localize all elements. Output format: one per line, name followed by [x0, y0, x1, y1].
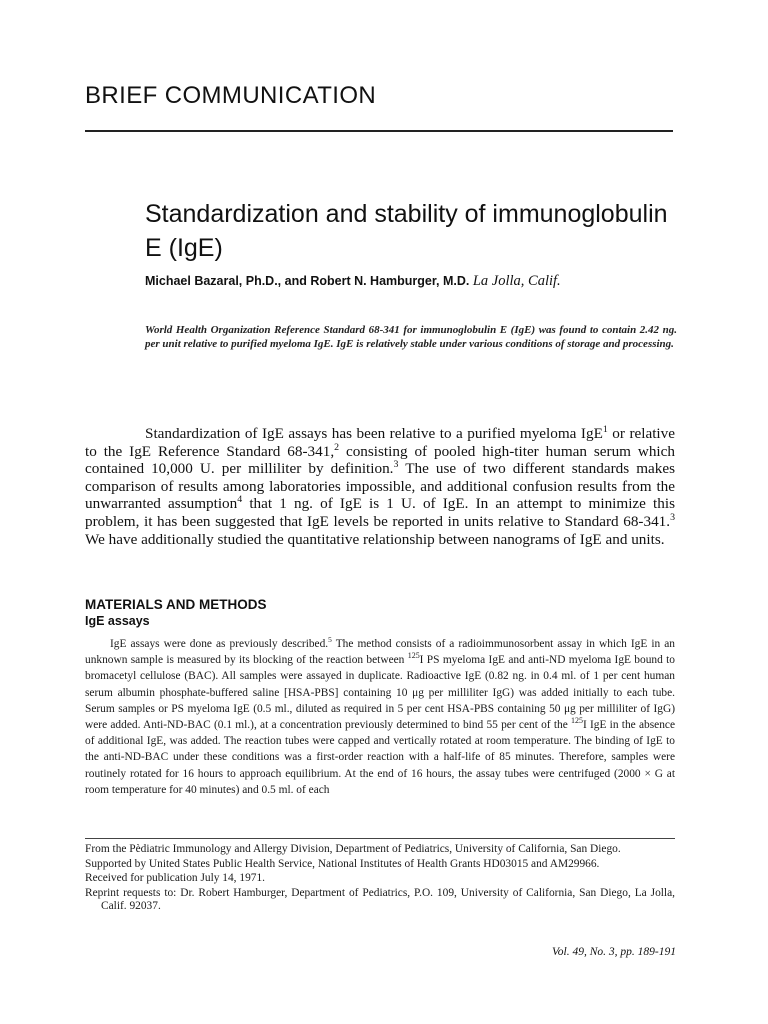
footnote-affiliation: From the Pèdiatric Immunology and Allergy Division, Department of Pediatrics, University of California, San Diego. [85, 843, 621, 855]
ige-assays-subheading: IgE assays [85, 614, 150, 628]
author-location: La Jolla, Calif. [472, 273, 561, 289]
author-line [145, 273, 705, 290]
footnote-received: Received for publication July 14, 1971. [85, 872, 265, 885]
footnote-reprints: Reprint requests to: Dr. Robert Hamburger, Department of Pediatrics, P.O. 109, University of California, San Diego, La Jolla, Calif. 92037. [85, 886, 675, 913]
intro-text-4: The use of two different standards makes comparison of results among laboratories impossible, and additional confusion results from the unwarranted assumption [85, 460, 675, 513]
methods-text-3: I PS myeloma IgE and anti-ND myeloma IgE bound to bromacetyl cellulose (BAC). All samples were assayed in duplicate. Radioactive IgE (0.82 ng. in 0.4 ml. of 1 per cent human serum albumin phosphate-buffered saline [HSA-PBS] containing 10 μg per milliliter IgG) was added initially to each tube. Serum samples or PS myeloma IgE (0.5 ml., diluted as required in 5 per cent HSA-PBS containing 50 μg per milliliter of IgG) were added. Anti-ND-BAC (0.1 ml.), at a concentration previously determined to bind 55 per cent of the [85, 654, 675, 732]
methods-paragraph [85, 636, 675, 830]
footnote-rule [85, 838, 675, 839]
article-title: Standardization and stability of immunoglobulin E (IgE) [145, 200, 668, 262]
abstract: World Health Organization Reference Standard 68-341 for immunoglobulin E (IgE) was found to contain 2.42 ng. per unit relative to purified myeloma IgE. IgE is relatively stable under various conditions of storage and processing. [145, 324, 677, 350]
intro-paragraph [85, 425, 675, 548]
footnotes [85, 843, 675, 915]
reference-marker: 5 [328, 636, 332, 645]
intro-text-3: consisting of pooled high-titer human serum which contained 10,000 U. per milliliter by definition. [85, 442, 675, 478]
reference-marker: 3 [393, 459, 399, 471]
footnote-funding: Supported by United States Public Health Service, National Institutes of Health Grants HD03015 and AM29966. [85, 857, 600, 870]
isotope-mass-number: 125 [571, 716, 583, 726]
isotope-mass-number: 125 [407, 651, 420, 661]
section-heading: BRIEF COMMUNICATION [85, 82, 377, 109]
reference-marker: 4 [237, 494, 243, 506]
methods-text-4: I IgE in the absence of additional IgE, was added. The reaction tubes were capped and vertically rotated at room temperature. The binding of IgE to the anti-ND-BAC under these conditions was a first-order reaction with a half-life of 85 minutes. Therefore, samples were routinely rotated for 16 hours to approach equilibrium. At the end of 16 hours, the assay tubes were centrifuged (2000 × G at room temperature for 40 minutes) and 0.5 ml. of each [85, 719, 675, 796]
methods-heading: MATERIALS AND METHODS [85, 597, 267, 612]
intro-text-2: or relative to the IgE Reference Standard 68-341, [85, 425, 675, 460]
methods-text-1: IgE assays were done as previously described. [110, 638, 329, 650]
journal-citation: Vol. 49, No. 3, pp. 189-191 [552, 946, 676, 958]
methods-text-2: The method consists of a radioimmunosorbent assay in which IgE in an unknown sample is measured by its blocking of the reaction between [85, 638, 675, 667]
authors: Michael Bazaral, Ph.D., and Robert N. Hamburger, M.D. [145, 274, 470, 288]
reference-marker: 3 [670, 511, 675, 523]
intro-text-1: Standardization of IgE assays has been relative to a purified myeloma IgE [145, 425, 603, 442]
intro-text-6: We have additionally studied the quantitative relationship between nanograms of IgE and units. [85, 530, 665, 548]
header-rule [85, 130, 673, 132]
reference-marker: 1 [602, 423, 608, 435]
reference-marker: 2 [334, 441, 340, 453]
intro-text-5: that 1 ng. of IgE is 1 U. of IgE. In an attempt to minimize this problem, it has been suggested that IgE levels be reported in units relative to Standard 68-341. [85, 495, 676, 530]
